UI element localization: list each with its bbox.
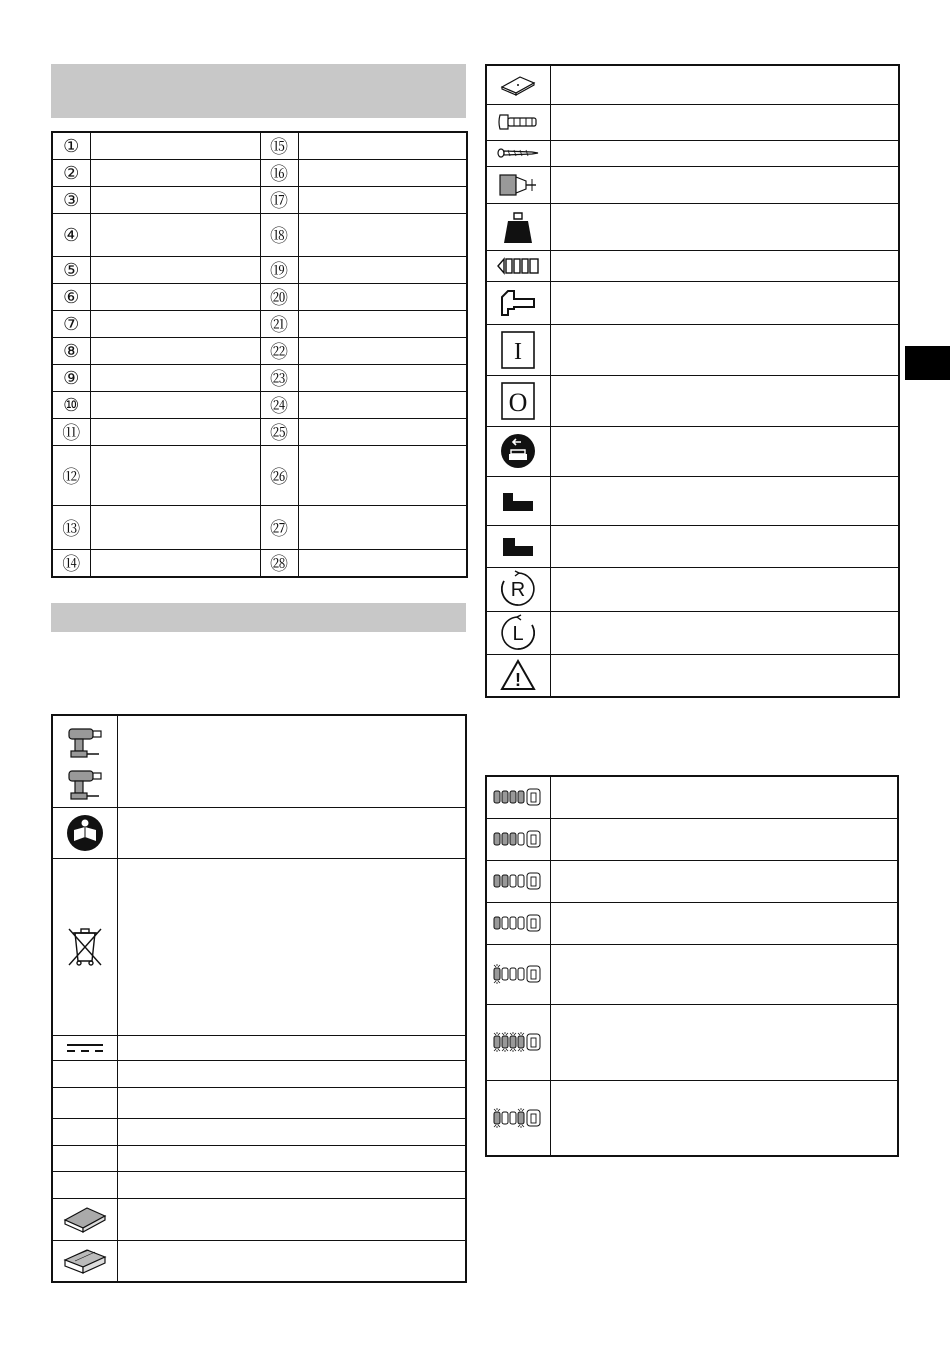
part-number: ㉗: [260, 506, 298, 550]
switch-off-icon: [487, 381, 550, 421]
forward-rotation-icon: [487, 570, 550, 608]
hammer-mode-icon: [487, 287, 550, 319]
part-name: [90, 392, 260, 419]
crossed-out-bin-icon: [53, 925, 117, 969]
part-name: [90, 257, 260, 284]
symbol-row: [52, 1145, 466, 1171]
battery-description: [550, 944, 898, 1004]
battery-row: [486, 944, 898, 1004]
part-number: ⑤: [52, 257, 90, 284]
part-name: [298, 187, 467, 214]
battery-row: [486, 818, 898, 860]
battery-removal-icon: [487, 432, 550, 470]
symbol-row: [52, 1087, 466, 1118]
reverse-label: L: [512, 622, 524, 645]
part-name: [90, 284, 260, 311]
part-name: [90, 419, 260, 446]
part-name: [298, 257, 467, 284]
battery-description: [550, 1004, 898, 1080]
symbol-row: [486, 166, 899, 203]
part-number: ⑬: [52, 506, 90, 550]
part-name: [90, 550, 260, 578]
battery-3-bars-icon: [486, 818, 550, 860]
part-number: ④: [52, 214, 90, 257]
drill-chuck-icon: [487, 171, 550, 199]
section-header-banner-2: [51, 603, 466, 632]
part-name: [298, 214, 467, 257]
direct-current-icon: [53, 1040, 117, 1056]
part-number: ㉓: [260, 365, 298, 392]
metal-plate-icon: [53, 1246, 117, 1276]
section-header-banner: [51, 64, 466, 118]
symbol-row: [486, 203, 899, 250]
part-name: [298, 284, 467, 311]
symbol-row: [52, 715, 466, 807]
symbols-table-left: [51, 714, 467, 1283]
symbol-row: [52, 1060, 466, 1087]
symbol-row: [486, 567, 899, 611]
part-number: ⑭: [52, 550, 90, 578]
symbol-row: [52, 858, 466, 1035]
battery-2-bars-icon: [486, 860, 550, 902]
part-name: [90, 338, 260, 365]
battery-row: [486, 902, 898, 944]
battery-row: [486, 776, 898, 818]
symbol-row: [486, 525, 899, 567]
battery-indicator-table: [485, 775, 899, 1157]
part-number: ⑥: [52, 284, 90, 311]
symbol-row: [486, 426, 899, 476]
switch-off-label: O: [508, 387, 528, 417]
part-number: ⑲: [260, 257, 298, 284]
parts-row: [52, 214, 467, 257]
symbol-row: [486, 611, 899, 654]
part-name: [90, 214, 260, 257]
battery-4-bars-icon: [486, 776, 550, 818]
part-number: ⑪: [52, 419, 90, 446]
part-number: ⑧: [52, 338, 90, 365]
machine-screw-icon: [487, 111, 550, 133]
parts-row: [52, 550, 467, 578]
part-name: [298, 160, 467, 187]
symbol-row: [486, 140, 899, 166]
language-side-tab: [905, 346, 950, 380]
symbol-row: [52, 1198, 466, 1240]
switch-on-label: I: [514, 338, 523, 365]
symbol-row: [486, 281, 899, 324]
part-number: ㉖: [260, 446, 298, 506]
part-number: ⑳: [260, 284, 298, 311]
part-name: [298, 506, 467, 550]
part-number: ⑨: [52, 365, 90, 392]
symbols-table-right: [485, 64, 900, 698]
forward-label: R: [511, 579, 526, 601]
parts-row: [52, 132, 467, 160]
symbol-row: [486, 324, 899, 375]
part-number: ㉕: [260, 419, 298, 446]
parts-row: [52, 392, 467, 419]
battery-row: [486, 860, 898, 902]
battery-description: [550, 1080, 898, 1156]
part-number: ⑩: [52, 392, 90, 419]
parts-row: [52, 257, 467, 284]
part-number: ①: [52, 132, 90, 160]
part-name: [90, 365, 260, 392]
part-name: [298, 365, 467, 392]
part-number: ㉑: [260, 311, 298, 338]
symbol-row: [486, 654, 899, 697]
battery-description: [550, 902, 898, 944]
high-speed-icon: [487, 534, 550, 558]
weight-icon: [487, 209, 550, 245]
part-name: [90, 446, 260, 506]
part-number: ㉔: [260, 392, 298, 419]
read-manual-icon: [53, 813, 117, 853]
battery-row: [486, 1004, 898, 1080]
symbol-row: [52, 1240, 466, 1282]
part-name: [298, 392, 467, 419]
warning-label: !: [515, 670, 522, 691]
warning-icon: [487, 659, 550, 691]
symbol-row: [52, 1035, 466, 1060]
part-number: ㉒: [260, 338, 298, 365]
symbol-row: [486, 476, 899, 525]
part-name: [298, 446, 467, 506]
battery-description: [550, 776, 898, 818]
battery-row: [486, 1080, 898, 1156]
symbol-row: [52, 807, 466, 858]
parts-table: [51, 131, 468, 578]
drill-driver-icon: [53, 719, 117, 803]
part-name: [90, 132, 260, 160]
wood-screw-icon: [487, 147, 550, 159]
speed-indicator-icon: [487, 257, 550, 275]
part-name: [90, 160, 260, 187]
parts-row: [52, 506, 467, 550]
part-name: [90, 506, 260, 550]
part-number: ②: [52, 160, 90, 187]
symbol-row: [486, 104, 899, 140]
part-number: ⑰: [260, 187, 298, 214]
parts-row: [52, 338, 467, 365]
symbol-row: [486, 65, 899, 104]
thin-plate-icon: [487, 73, 550, 97]
parts-row: [52, 365, 467, 392]
battery-description: [550, 818, 898, 860]
part-name: [298, 419, 467, 446]
part-name: [298, 338, 467, 365]
low-speed-icon: [487, 489, 550, 513]
part-number: ③: [52, 187, 90, 214]
battery-description: [550, 860, 898, 902]
part-name: [90, 311, 260, 338]
symbol-row: [486, 375, 899, 426]
parts-row: [52, 160, 467, 187]
parts-row: [52, 446, 467, 506]
battery-1-bar-icon: [486, 902, 550, 944]
part-number: ⑮: [260, 132, 298, 160]
parts-row: [52, 284, 467, 311]
parts-row: [52, 187, 467, 214]
symbol-row: [52, 1171, 466, 1198]
part-name: [298, 550, 467, 578]
part-name: [90, 187, 260, 214]
part-number: ⑱: [260, 214, 298, 257]
switch-on-icon: [487, 330, 550, 370]
symbol-row: [52, 1118, 466, 1145]
parts-row: [52, 311, 467, 338]
battery-1-and-4-blinking-icon: [486, 1080, 550, 1156]
battery-all-blinking-icon: [486, 1004, 550, 1080]
part-number: ㉘: [260, 550, 298, 578]
part-number: ⑫: [52, 446, 90, 506]
battery-1-bar-blinking-icon: [486, 944, 550, 1004]
part-number: ⑯: [260, 160, 298, 187]
part-name: [298, 311, 467, 338]
wood-block-icon: [53, 1204, 117, 1234]
parts-row: [52, 419, 467, 446]
reverse-rotation-icon: [487, 614, 550, 652]
part-number: ⑦: [52, 311, 90, 338]
part-name: [298, 132, 467, 160]
symbol-row: [486, 250, 899, 281]
